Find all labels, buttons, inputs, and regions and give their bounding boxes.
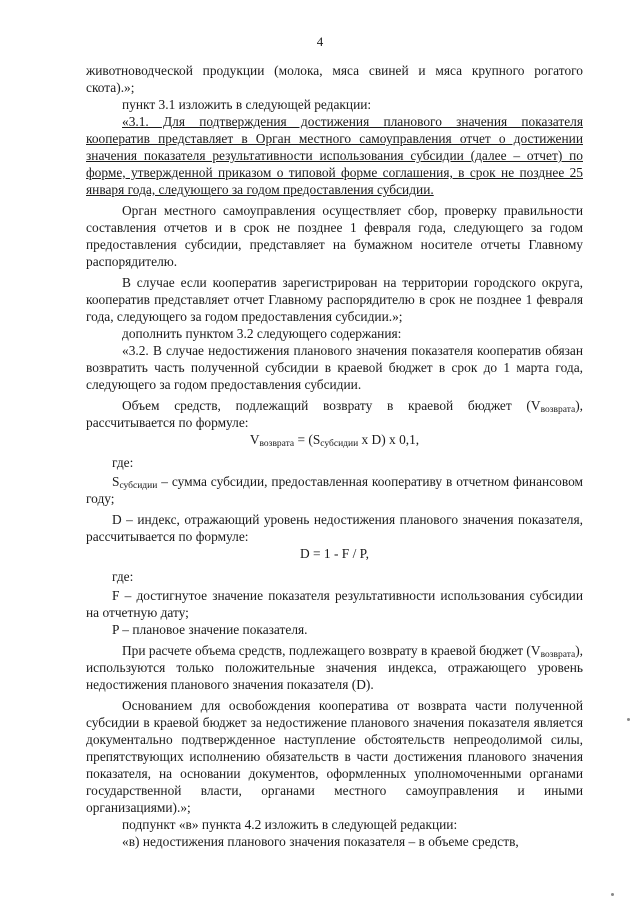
calculation-sub: возврата — [540, 650, 576, 660]
formula1-b: = (S — [294, 432, 321, 447]
where-label-1: где: — [112, 455, 134, 470]
paragraph-amend-3-2: дополнить пунктом 3.2 следующего содержания: — [122, 326, 402, 341]
page-number: 4 — [316, 34, 324, 49]
paragraph-organ: Орган местного самоуправления осуществляет сбор, проверку правильности составления отчетов и в срок не позднее 1 февраля года, следующего за годом предоставления субсидии, представляет на бумажном носителе отчеты Главному распорядителю. — [86, 203, 583, 269]
formula-v-return — [86, 431, 583, 448]
formula1-a: V — [249, 432, 260, 447]
paragraph-p-value: P – плановое значение показателя. — [112, 622, 308, 637]
paragraph-amend-3-1: пункт 3.1 изложить в следующей редакции: — [122, 97, 372, 112]
scan-speck — [611, 893, 614, 896]
formula-d: D = 1 - F / P, — [300, 546, 369, 561]
paragraph-4-2-v: «в) недостижения планового значения показателя – в объеме средств, — [122, 834, 519, 849]
s-subsidy-a: S — [112, 474, 120, 489]
formula1-c: x D) x 0,1, — [358, 432, 420, 447]
paragraph-d-index: D – индекс, отражающий уровень недостижения планового значения показателя, рассчитывается по формуле: — [86, 512, 583, 544]
paragraph-volume-b: ), рассчитывается по формуле: — [86, 398, 583, 430]
paragraph-amend-4-2: подпункт «в» пункта 4.2 изложить в следующей редакции: — [122, 817, 458, 832]
document-body — [86, 62, 583, 850]
paragraph-3-1 — [86, 113, 583, 198]
paragraph-continuation: животноводческой продукции (молока, мяса свиней и мяса крупного рогатого скота).»; — [86, 63, 583, 95]
paragraph-force-majeure: Основанием для освобождения кооператива от возврата части полученной субсидии в краевой бюджет за недостижение планового значения показателя является документально подтвержденное наступление обстоятельств непреодолимой силы, препятствующих исполнению обязательств в части достижения планового значения показателя, на основании документов, оформленных уполномоченными органами государственной власти, органами местного самоуправления и иными организациями).»; — [86, 698, 583, 815]
paragraph-volume — [86, 397, 583, 431]
paragraph-f-value: F – достигнутое значение показателя результативности использования субсидии на отчетную дату; — [86, 588, 583, 620]
paragraph-3-2: «3.2. В случае недостижения планового значения показателя кооператив обязан возвратить часть полученной субсидии в краевой бюджет в срок до 1 марта года, следующего за годом предоставления субсидии. — [86, 343, 583, 392]
where-label-2: где: — [112, 569, 134, 584]
formula1-sub1: возврата — [259, 439, 295, 449]
paragraph-calculation — [86, 642, 583, 693]
paragraph-volume-a: Объем средств, подлежащий возврату в краевой бюджет (V — [122, 398, 541, 413]
calculation-a: При расчете объема средств, подлежащего возврату в краевой бюджет (V — [122, 643, 541, 658]
paragraph-city-district: В случае если кооператив зарегистрирован на территории городского округа, кооператив представляет отчет Главному распорядителю в срок не позднее 1 февраля года, следующего за годом предоставления субсидии.»; — [86, 275, 583, 324]
paragraph-s-subsidy — [86, 473, 583, 507]
calculation-b: ), используются только положительные значения индекса, отражающего уровень недостижения планового значения показателя (D). — [86, 643, 583, 692]
paragraph-3-1-text: «3.1. Для подтверждения достижения планового значения показателя кооператив представляет в Орган местного самоуправления отчет о достижении значения показателя результативности использования субсидии (далее – отчет) по форме, утвержденной приказом о типовой форме соглашения, в срок не позднее 25 января года, следующего за годом предоставления субсидии. — [86, 114, 583, 197]
s-subsidy-sub: субсидии — [119, 481, 158, 491]
scan-speck — [627, 718, 630, 721]
s-subsidy-b: – сумма субсидии, предоставленная кооперативу в отчетном финансовом году; — [86, 474, 583, 506]
formula1-sub2: субсидии — [320, 439, 359, 449]
paragraph-volume-sub: возврата — [540, 405, 576, 415]
